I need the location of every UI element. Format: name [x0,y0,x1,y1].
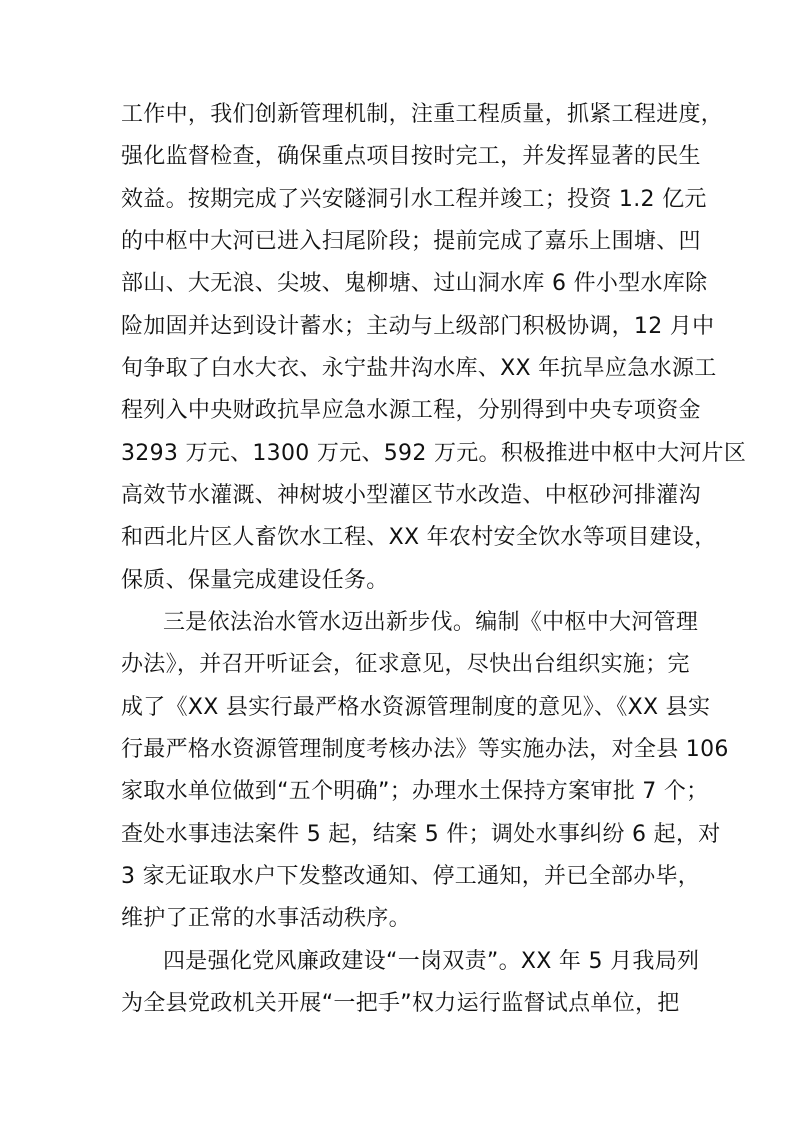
paragraph-line: 家取水单位做到“五个明确”；办理水土保持方案审批 7 个； [121,779,709,804]
paragraph-line: 工作中，我们创新管理机制，注重工程质量，抓紧工程进度， [121,102,724,127]
paragraph-line: 3 家无证取水户下发整改通知、停工通知，并已全部办毕， [121,864,701,889]
paragraph-line: 四是强化党风廉政建设“一岗双责”。XX 年 5 月我局列 [163,949,700,974]
paragraph-line: 查处水事违法案件 5 起，结案 5 件；调处水事纠纷 6 起，对 [121,822,721,847]
paragraph-line: 行最严格水资源管理制度考核办法》等实施办法，对全县 106 [121,737,729,762]
paragraph-line: 维护了正常的水事活动秩序。 [121,906,411,931]
paragraph-line: 强化监督检查，确保重点项目按时完工，并发挥显著的民生 [121,144,701,169]
paragraph-line: 办法》，并召开听证会，征求意见，尽快出台组织实施；完 [121,652,690,677]
paragraph-line: 程列入中央财政抗旱应急水源工程，分别得到中央专项资金 [121,398,701,423]
paragraph-line: 保质、保量完成建设任务。 [121,568,389,593]
paragraph-line: 旬争取了白水大衣、永宁盐井沟水库、XX 年抗旱应急水源工 [121,356,717,381]
paragraph-line: 险加固并达到设计蓄水；主动与上级部门积极协调，12 月中 [121,314,715,339]
paragraph-line: 部山、大无浪、尖坡、鬼柳塘、过山洞水库 6 件小型水库除 [121,271,708,296]
paragraph-line: 效益。按期完成了兴安隧洞引水工程并竣工；投资 1.2 亿元 [121,187,707,212]
paragraph-line: 3293 万元、1300 万元、592 万元。积极推进中枢中大河片区 [121,441,747,466]
paragraph-line: 三是依法治水管水迈出新步伐。编制《中枢中大河管理 [163,610,699,635]
paragraph-line: 的中枢中大河已进入扫尾阶段；提前完成了嘉乐上围塘、凹 [121,229,701,254]
paragraph-line: 高效节水灌溉、神树坡小型灌区节水改造、中枢砂河排灌沟 [121,483,701,508]
paragraph-line: 成了《XX 县实行最严格水资源管理制度的意见》、《XX 县实 [121,695,711,720]
paragraph-line: 为全县党政机关开展“一把手”权力运行监督试点单位，把 [121,991,680,1016]
paragraph-line: 和西北片区人畜饮水工程、XX 年农村安全饮水等项目建设， [121,525,717,550]
